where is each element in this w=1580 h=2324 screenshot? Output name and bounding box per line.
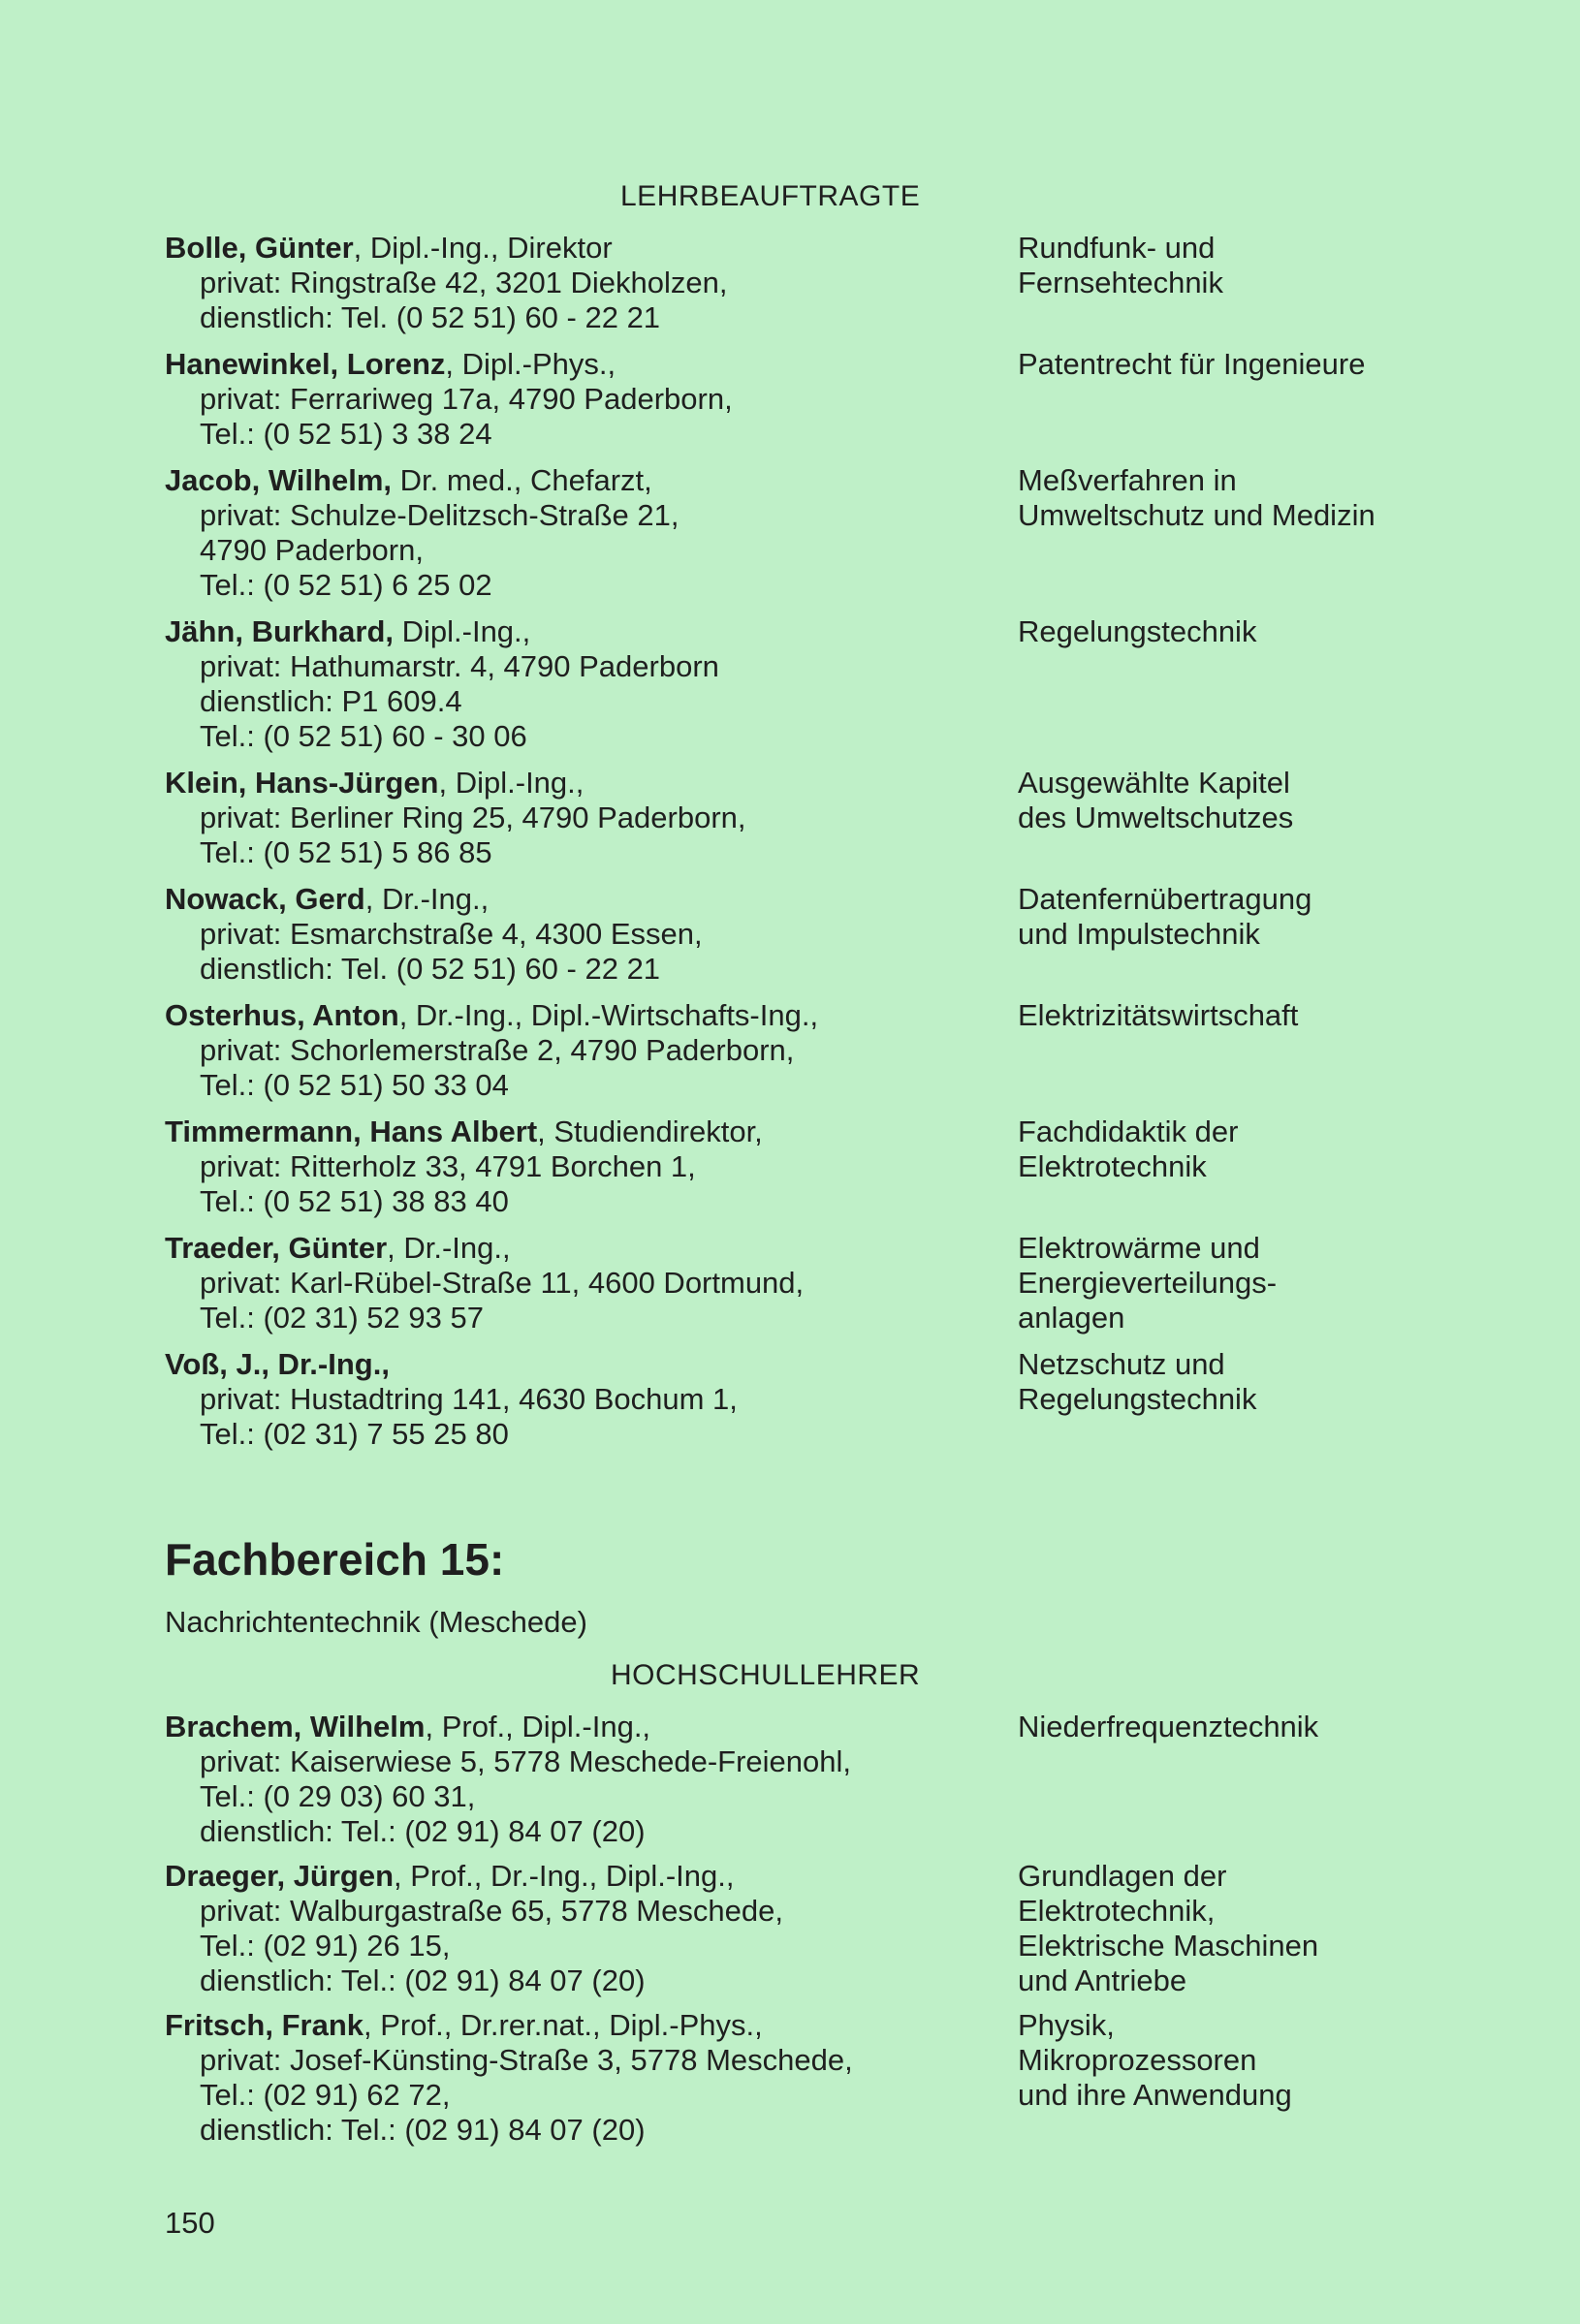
teaching-subject	[1018, 614, 1483, 649]
subject-line: Elektrische Maschinen	[1018, 1929, 1319, 1963]
person-info	[165, 1710, 998, 1849]
teaching-subject	[1018, 231, 1483, 300]
teaching-subject	[1018, 347, 1483, 382]
name-line	[165, 1859, 998, 1894]
person-name: Jacob, Wilhelm,	[165, 463, 392, 497]
subject-line: und Impulstechnik	[1018, 917, 1260, 951]
subject-line: Energieverteilungs-	[1018, 1266, 1278, 1300]
contact-line: dienstlich: Tel. (0 52 51) 60 - 22 21	[200, 952, 661, 986]
subject-line: Fachdidaktik der	[1018, 1115, 1239, 1148]
subject-line: Physik,	[1018, 2008, 1115, 2042]
teaching-subject	[1018, 998, 1483, 1033]
subject-line: Ausgewählte Kapitel	[1018, 766, 1290, 800]
subject-line: Regelungstechnik	[1018, 1382, 1257, 1416]
page-number: 150	[165, 2206, 215, 2240]
person-title: , Prof., Dipl.-Ing.,	[425, 1710, 651, 1743]
name-line	[165, 347, 998, 382]
teaching-subject	[1018, 882, 1483, 952]
fachbereich-subtitle: Nachrichtentechnik (Meschede)	[165, 1605, 587, 1639]
name-line	[165, 1231, 998, 1266]
contact-line: Tel.: (0 52 51) 38 83 40	[200, 1184, 509, 1218]
subject-line: und ihre Anwendung	[1018, 2078, 1292, 2112]
subject-line: Elektrowärme und	[1018, 1231, 1260, 1265]
contact-line: privat: Schulze-Delitzsch-Straße 21,	[200, 498, 679, 532]
person-info	[165, 766, 998, 870]
subject-line: Grundlagen der	[1018, 1859, 1227, 1893]
person-title: , Studiendirektor,	[537, 1115, 763, 1148]
subject-line: Patentrecht für Ingenieure	[1018, 347, 1366, 381]
person-info	[165, 2008, 998, 2148]
person-title: , Prof., Dr.rer.nat., Dipl.-Phys.,	[363, 2008, 763, 2042]
contact-line: 4790 Paderborn,	[200, 533, 424, 567]
person-info	[165, 347, 998, 452]
name-line	[165, 882, 998, 917]
teaching-subject	[1018, 2008, 1483, 2113]
contact-line: Tel.: (02 31) 7 55 25 80	[200, 1417, 509, 1451]
person-title: , Dipl.-Phys.,	[445, 347, 616, 381]
subject-line: Regelungstechnik	[1018, 614, 1257, 648]
teaching-subject	[1018, 1710, 1483, 1744]
contact-line: privat: Ringstraße 42, 3201 Diekholzen,	[200, 266, 728, 299]
person-info	[165, 1347, 998, 1452]
contact-line: Tel.: (02 91) 62 72,	[200, 2078, 451, 2112]
subject-line: Niederfrequenztechnik	[1018, 1710, 1319, 1743]
contact-line: privat: Esmarchstraße 4, 4300 Essen,	[200, 917, 703, 951]
name-line	[165, 1347, 998, 1382]
name-line	[165, 463, 998, 498]
subject-line: Elektrotechnik,	[1018, 1894, 1216, 1928]
subject-line: Umweltschutz und Medizin	[1018, 498, 1375, 532]
subject-line: Elektrotechnik	[1018, 1149, 1207, 1183]
person-title: Dipl.-Ing.,	[394, 614, 531, 648]
contact-line: dienstlich: P1 609.4	[200, 684, 462, 718]
contact-line: dienstlich: Tel.: (02 91) 84 07 (20)	[200, 1963, 646, 1997]
person-info	[165, 231, 998, 335]
person-name: Fritsch, Frank	[165, 2008, 363, 2042]
contact-line: Tel.: (02 31) 52 93 57	[200, 1301, 484, 1335]
person-title: , Dipl.-Ing.,	[438, 766, 585, 800]
subject-line: Netzschutz und	[1018, 1347, 1225, 1381]
person-name: Nowack, Gerd	[165, 882, 365, 916]
contact-line: privat: Ritterholz 33, 4791 Borchen 1,	[200, 1149, 696, 1183]
contact-line: Tel.: (0 52 51) 3 38 24	[200, 417, 492, 451]
name-line	[165, 1115, 998, 1149]
name-line	[165, 766, 998, 801]
contact-line: Tel.: (0 29 03) 60 31,	[200, 1779, 476, 1813]
name-line	[165, 231, 998, 266]
person-title: , Prof., Dr.-Ing., Dipl.-Ing.,	[394, 1859, 735, 1893]
contact-line: privat: Walburgastraße 65, 5778 Meschede,	[200, 1894, 783, 1928]
subject-line: Elektrizitätswirtschaft	[1018, 998, 1299, 1032]
subject-line: Fernsehtechnik	[1018, 266, 1223, 299]
contact-line: Tel.: (0 52 51) 5 86 85	[200, 835, 492, 869]
contact-line: privat: Hustadtring 141, 4630 Bochum 1,	[200, 1382, 738, 1416]
fachbereich-title: Fachbereich 15:	[165, 1534, 505, 1585]
person-info	[165, 1231, 998, 1335]
person-info	[165, 882, 998, 987]
person-title: Dr. med., Chefarzt,	[392, 463, 652, 497]
person-title: , Dr.-Ing.,	[364, 882, 490, 916]
section-heading-lehrbeauftragte: LEHRBEAUFTRAGTE	[620, 180, 921, 212]
subject-line: Mikroprozessoren	[1018, 2043, 1257, 2077]
person-info	[165, 998, 998, 1103]
contact-line: privat: Karl-Rübel-Straße 11, 4600 Dortmund,	[200, 1266, 805, 1300]
person-title: , Dr.-Ing., Dipl.-Wirtschafts-Ing.,	[398, 998, 819, 1032]
teaching-subject	[1018, 463, 1483, 533]
teaching-subject	[1018, 1859, 1483, 1998]
name-line	[165, 998, 998, 1033]
contact-line: privat: Hathumarstr. 4, 4790 Paderborn	[200, 649, 719, 683]
teaching-subject	[1018, 1115, 1483, 1184]
section-heading-hochschullehrer: HOCHSCHULLEHRER	[611, 1659, 921, 1691]
contact-line: privat: Ferrariweg 17a, 4790 Paderborn,	[200, 382, 733, 416]
contact-line: privat: Kaiserwiese 5, 5778 Meschede-Freienohl,	[200, 1744, 852, 1778]
person-name: Osterhus, Anton	[165, 998, 399, 1032]
person-name: Traeder, Günter	[165, 1231, 388, 1265]
contact-line: privat: Berliner Ring 25, 4790 Paderborn,	[200, 801, 746, 834]
subject-line: Meßverfahren in	[1018, 463, 1237, 497]
person-info	[165, 1115, 998, 1219]
name-line	[165, 1710, 998, 1744]
person-name: Timmermann, Hans Albert	[165, 1115, 538, 1148]
subject-line: Rundfunk- und	[1018, 231, 1216, 265]
contact-line: dienstlich: Tel.: (02 91) 84 07 (20)	[200, 2113, 646, 2147]
contact-line: privat: Schorlemerstraße 2, 4790 Paderborn,	[200, 1033, 795, 1067]
subject-line: und Antriebe	[1018, 1963, 1187, 1997]
person-title: , Dr.-Ing.,	[387, 1231, 511, 1265]
contact-line: Tel.: (0 52 51) 50 33 04	[200, 1068, 509, 1102]
subject-line: des Umweltschutzes	[1018, 801, 1294, 834]
contact-line: Tel.: (0 52 51) 60 - 30 06	[200, 719, 527, 753]
person-name: Voß, J., Dr.-Ing.,	[165, 1347, 390, 1381]
teaching-subject	[1018, 1347, 1483, 1417]
teaching-subject	[1018, 766, 1483, 835]
contact-line: privat: Josef-Künsting-Straße 3, 5778 Meschede,	[200, 2043, 853, 2077]
subject-line: anlagen	[1018, 1301, 1125, 1335]
teaching-subject	[1018, 1231, 1483, 1335]
person-name: Klein, Hans-Jürgen	[165, 766, 439, 800]
contact-line: Tel.: (02 91) 26 15,	[200, 1929, 451, 1963]
name-line	[165, 2008, 998, 2043]
person-info	[165, 463, 998, 603]
person-name: Bolle, Günter	[165, 231, 354, 265]
person-name: Draeger, Jürgen	[165, 1859, 395, 1893]
contact-line: dienstlich: Tel. (0 52 51) 60 - 22 21	[200, 300, 661, 334]
person-info	[165, 614, 998, 754]
person-info	[165, 1859, 998, 1998]
person-name: Brachem, Wilhelm	[165, 1710, 426, 1743]
contact-line: dienstlich: Tel.: (02 91) 84 07 (20)	[200, 1814, 646, 1848]
person-name: Jähn, Burkhard,	[165, 614, 394, 648]
name-line	[165, 614, 998, 649]
person-name: Hanewinkel, Lorenz	[165, 347, 446, 381]
contact-line: Tel.: (0 52 51) 6 25 02	[200, 568, 492, 602]
subject-line: Datenfernübertragung	[1018, 882, 1312, 916]
person-title: , Dipl.-Ing., Direktor	[353, 231, 613, 265]
